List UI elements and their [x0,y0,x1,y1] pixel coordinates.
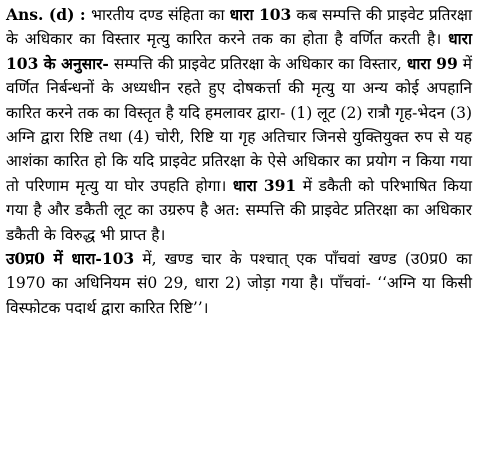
paragraph-text: में वर्णित निर्बन्धनों के अध्यधीन रहते हुए दोषकर्त्ता की मृत्यु या अन्य कोई अपहानि कारित करने तक का विस्तृत है यदि हमलावर द्वारा- (1) लूट (2) रात्रौ गृह-भेदन (3) अग्नि द्वारा रिष्टि तथा (4) चोरी, रिष्टि या गृह अतिचार जिनसे युक्तियुक्त रुप से यह आशंका कारित हो कि यदि प्राइवेट प्रतिरक्षा के ऐसे अधिकार का प्रयोग न किया गया तो परिणाम मृत्यु या घोर उपहति होगा। [6,54,472,195]
answer-label: Ans. (d) : [6,5,92,24]
paragraph-text: कब सम्पत्ति की प्राइवेट प्रतिरक्षा के अधिकार का विस्तार मृत्यु कारित करने तक का होता है वर्णित करती है। [6,6,472,49]
section-reference: धारा 99 [406,53,458,73]
answer-paragraph [6,3,472,247]
amendment-heading: उ0प्र0 में धारा-103 [6,249,135,269]
paragraph-text: सम्पत्ति की प्राइवेट प्रतिरक्षा के अधिकार का विस्तार, [108,54,407,73]
paragraph-text: भारतीय दण्ड संहिता का [91,6,230,24]
amendment-paragraph [6,247,472,320]
section-reference: धारा 103 [229,5,292,24]
section-heading: धारा 103 के अनुसार- [6,29,472,73]
paragraph-text: में, खण्ड चार के पश्चात् एक पाँचवां खण्ड (उ0प्र0 का 1970 का अधिनियम सं0 29, धारा 2) जोड़ा गया है। पाँचवां- ‘‘अग्नि या किसी विस्फोटक पदार्थ द्वारा कारित रिष्टि’’। [6,250,472,317]
section-reference: धारा 391 [232,175,297,195]
paragraph-text: में डकैती को परिभाषित किया गया है और डकैती लूट का उग्ररुप है अत: सम्पत्ति की प्राइवेट प्रतिरक्षा का अधिकार डकैती के विरुद्ध भी प्राप्त है। [6,176,473,244]
